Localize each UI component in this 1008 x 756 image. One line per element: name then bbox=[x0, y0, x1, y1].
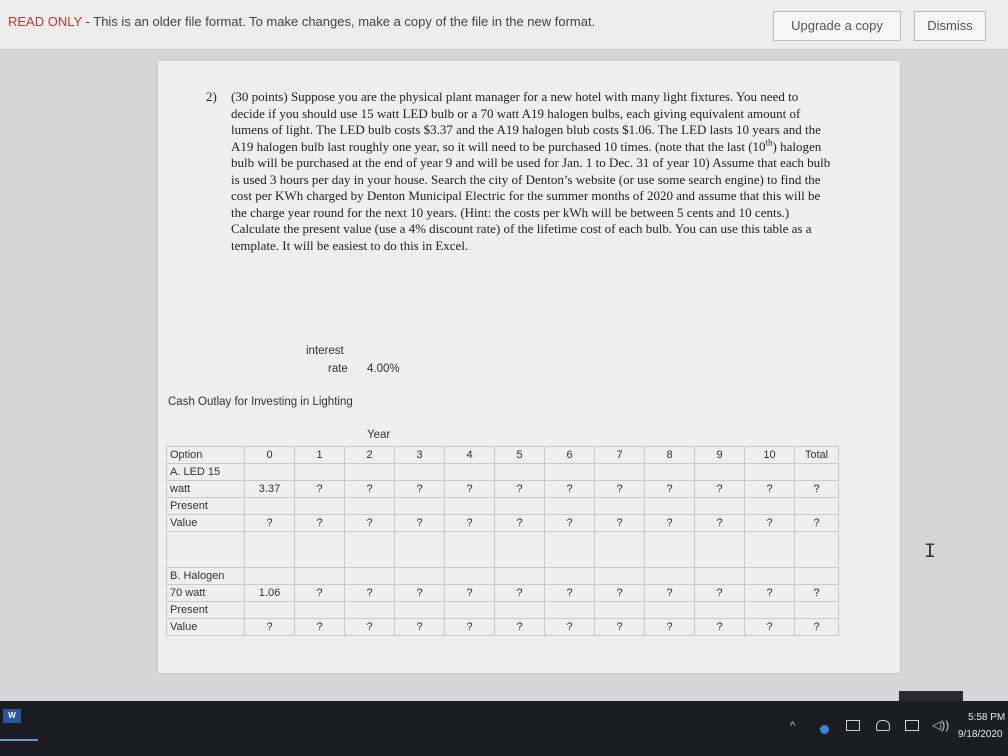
table-cell[interactable]: ? bbox=[445, 515, 495, 532]
table-cell[interactable] bbox=[345, 568, 395, 585]
rate-label: rate bbox=[328, 363, 348, 375]
table-cell[interactable] bbox=[645, 464, 695, 481]
table-cell[interactable] bbox=[745, 602, 795, 619]
taskbar bbox=[0, 701, 1008, 756]
table-row bbox=[167, 498, 839, 515]
table-cell[interactable]: ? bbox=[545, 515, 595, 532]
table-cell[interactable]: ? bbox=[645, 481, 695, 498]
table-header-cell[interactable]: 0 bbox=[245, 447, 295, 464]
battery-icon[interactable] bbox=[876, 720, 890, 731]
table-cell[interactable]: Present bbox=[167, 498, 245, 515]
table-row bbox=[167, 619, 839, 636]
table-cell[interactable] bbox=[445, 498, 495, 515]
table-cell[interactable] bbox=[695, 602, 745, 619]
table-header-cell[interactable]: Option bbox=[167, 447, 245, 464]
table-header-cell[interactable]: 6 bbox=[545, 447, 595, 464]
table-cell[interactable] bbox=[395, 498, 445, 515]
table-cell[interactable]: ? bbox=[345, 619, 395, 636]
table-cell[interactable]: ? bbox=[645, 619, 695, 636]
table-cell[interactable]: ? bbox=[695, 481, 745, 498]
table-cell[interactable]: ? bbox=[395, 585, 445, 602]
rate-value: 4.00% bbox=[367, 363, 400, 375]
table-cell[interactable] bbox=[445, 532, 495, 568]
table-cell[interactable]: ? bbox=[745, 481, 795, 498]
table-cell[interactable] bbox=[345, 464, 395, 481]
table-cell[interactable] bbox=[395, 532, 445, 568]
table-cell[interactable]: ? bbox=[345, 585, 395, 602]
table-cell[interactable] bbox=[745, 568, 795, 585]
table-cell[interactable]: ? bbox=[345, 481, 395, 498]
table-cell[interactable] bbox=[395, 568, 445, 585]
volume-icon[interactable]: ◁)) bbox=[932, 718, 950, 732]
table-cell[interactable]: ? bbox=[445, 619, 495, 636]
question-number: 2) bbox=[206, 89, 217, 104]
table-cell[interactable] bbox=[345, 498, 395, 515]
table-cell[interactable] bbox=[295, 568, 345, 585]
table-cell[interactable]: ? bbox=[645, 515, 695, 532]
table-cell[interactable]: ? bbox=[595, 585, 645, 602]
read-only-banner bbox=[0, 0, 1008, 50]
table-cell[interactable] bbox=[745, 498, 795, 515]
table-cell[interactable]: ? bbox=[745, 619, 795, 636]
table-row bbox=[167, 532, 839, 568]
table-cell[interactable]: ? bbox=[545, 481, 595, 498]
table-row bbox=[167, 602, 839, 619]
network-icon[interactable] bbox=[846, 720, 860, 731]
table-row bbox=[167, 481, 839, 498]
table-cell[interactable]: 70 watt bbox=[167, 585, 245, 602]
table-cell[interactable] bbox=[245, 568, 295, 585]
table-header-cell[interactable]: 8 bbox=[645, 447, 695, 464]
table-cell[interactable]: ? bbox=[395, 619, 445, 636]
read-only-label: READ ONLY bbox=[8, 14, 82, 29]
banner-message bbox=[8, 14, 595, 29]
table-cell[interactable] bbox=[445, 568, 495, 585]
table-cell[interactable] bbox=[495, 568, 545, 585]
table-cell[interactable]: ? bbox=[795, 619, 839, 636]
table-cell[interactable] bbox=[795, 568, 839, 585]
table-cell[interactable] bbox=[395, 464, 445, 481]
table-cell[interactable] bbox=[645, 498, 695, 515]
table-cell[interactable] bbox=[495, 532, 545, 568]
table-cell[interactable] bbox=[595, 464, 645, 481]
upgrade-copy-button[interactable]: Upgrade a copy bbox=[773, 11, 901, 41]
table-cell[interactable]: ? bbox=[495, 619, 545, 636]
table-cell[interactable] bbox=[645, 568, 695, 585]
table-cell[interactable]: ? bbox=[695, 585, 745, 602]
table-header-cell[interactable]: 7 bbox=[595, 447, 645, 464]
table-cell[interactable] bbox=[795, 464, 839, 481]
question-text-part2: ) halogen bulb will be purchased at the end of year 9 and will be used for Jan. 1 to Dec. 31 of year 10) Assume that each bulb is used 3 hours per day in your house. Search the city of Denton’s website (or use some search engine) to find the cost per KWh charged by Denton Municipal Electric for the summer months of 2020 and assume that this will be the charge year round for the next 10 years. (Hint: the costs per kWh will be between 5 cents and 10 cents.) Calculate the present value (use a 4% discount rate) of the lifetime cost of each bulb. You can use this table as a template. It will be easiest to do this in Excel. bbox=[231, 138, 831, 253]
table-cell[interactable] bbox=[495, 498, 545, 515]
table-cell[interactable]: 1.06 bbox=[245, 585, 295, 602]
table-cell[interactable] bbox=[695, 464, 745, 481]
table-cell[interactable]: ? bbox=[495, 585, 545, 602]
table-cell[interactable] bbox=[595, 602, 645, 619]
table-row bbox=[167, 585, 839, 602]
clock-date[interactable]: 9/18/2020 bbox=[958, 729, 1003, 740]
table-header-cell[interactable]: 3 bbox=[395, 447, 445, 464]
table-cell[interactable]: ? bbox=[795, 515, 839, 532]
table-cell[interactable] bbox=[245, 532, 295, 568]
table-cell[interactable] bbox=[345, 602, 395, 619]
table-row bbox=[167, 568, 839, 585]
table-cell[interactable] bbox=[295, 464, 345, 481]
table-title: Cash Outlay for Investing in Lighting bbox=[168, 396, 353, 408]
table-cell[interactable] bbox=[295, 602, 345, 619]
table-cell[interactable] bbox=[795, 532, 839, 568]
question-text-part1: (30 points) Suppose you are the physical plant manager for a new hotel with many light fixtures. You need to decide if you should use 15 watt LED bulb or a 70 watt A19 halogen bulbs, each giving equivalent amount of lumens of light. The LED bulb costs $3.37 and the A19 halogen blub costs $1.06. The LED lasts 10 years and the A19 halogen bulb last roughly one year, so it will need to be purchased 10 times. (note that the last (10 bbox=[231, 89, 821, 154]
table-cell[interactable] bbox=[445, 602, 495, 619]
table-cell[interactable]: ? bbox=[745, 585, 795, 602]
table-cell[interactable] bbox=[645, 532, 695, 568]
table-cell[interactable]: ? bbox=[795, 481, 839, 498]
document-page[interactable] bbox=[158, 61, 900, 673]
table-cell[interactable]: ? bbox=[445, 481, 495, 498]
table-cell[interactable]: ? bbox=[495, 481, 545, 498]
table-cell[interactable] bbox=[645, 602, 695, 619]
table-cell[interactable] bbox=[595, 498, 645, 515]
table-cell[interactable]: Value bbox=[167, 619, 245, 636]
table-cell[interactable]: B. Halogen bbox=[167, 568, 245, 585]
table-header-cell[interactable]: Total bbox=[795, 447, 839, 464]
table-cell[interactable]: ? bbox=[295, 585, 345, 602]
table-header-cell[interactable]: 2 bbox=[345, 447, 395, 464]
table-cell[interactable]: ? bbox=[695, 619, 745, 636]
table-cell[interactable]: ? bbox=[245, 515, 295, 532]
table-cell[interactable]: ? bbox=[595, 515, 645, 532]
table-cell[interactable] bbox=[695, 532, 745, 568]
clock-time[interactable]: 5:58 PM bbox=[968, 712, 1006, 723]
table-cell[interactable] bbox=[495, 464, 545, 481]
word-app-icon[interactable]: W bbox=[3, 709, 21, 723]
table-cell[interactable] bbox=[345, 532, 395, 568]
dismiss-button[interactable]: Dismiss bbox=[914, 11, 986, 41]
table-cell[interactable]: ? bbox=[445, 585, 495, 602]
table-header-cell[interactable]: 4 bbox=[445, 447, 495, 464]
table-cell[interactable]: ? bbox=[545, 585, 595, 602]
table-cell[interactable] bbox=[545, 464, 595, 481]
table-cell[interactable] bbox=[445, 464, 495, 481]
cash-outlay-table bbox=[166, 446, 839, 636]
table-cell[interactable] bbox=[695, 568, 745, 585]
table-cell[interactable]: Present bbox=[167, 602, 245, 619]
table-cell[interactable]: A. LED 15 bbox=[167, 464, 245, 481]
table-cell[interactable]: ? bbox=[395, 515, 445, 532]
interest-label: interest bbox=[306, 345, 344, 357]
table-cell[interactable] bbox=[545, 602, 595, 619]
document-area bbox=[0, 51, 1008, 701]
table-header-cell[interactable]: 10 bbox=[745, 447, 795, 464]
table-cell[interactable] bbox=[245, 464, 295, 481]
table-header-row bbox=[167, 447, 839, 464]
table-cell[interactable] bbox=[745, 464, 795, 481]
table-cell[interactable]: ? bbox=[245, 619, 295, 636]
table-cell[interactable]: ? bbox=[295, 481, 345, 498]
table-cell[interactable]: ? bbox=[295, 619, 345, 636]
table-cell[interactable]: ? bbox=[295, 515, 345, 532]
table-header-cell[interactable]: 1 bbox=[295, 447, 345, 464]
table-header-cell[interactable]: 9 bbox=[695, 447, 745, 464]
table-cell[interactable] bbox=[595, 568, 645, 585]
table-cell[interactable]: ? bbox=[745, 515, 795, 532]
table-cell[interactable]: ? bbox=[645, 585, 695, 602]
active-app-indicator bbox=[0, 739, 38, 741]
status-dot-icon[interactable] bbox=[820, 725, 829, 734]
ibeam-cursor-icon: I bbox=[924, 541, 937, 564]
table-cell[interactable] bbox=[695, 498, 745, 515]
table-cell[interactable] bbox=[245, 602, 295, 619]
table-row bbox=[167, 515, 839, 532]
table-cell[interactable] bbox=[495, 602, 545, 619]
table-cell[interactable] bbox=[395, 602, 445, 619]
table-cell[interactable]: watt bbox=[167, 481, 245, 498]
table-cell[interactable]: ? bbox=[545, 619, 595, 636]
table-cell[interactable]: ? bbox=[595, 481, 645, 498]
table-cell[interactable]: ? bbox=[595, 619, 645, 636]
superscript-th: th bbox=[765, 137, 773, 148]
table-cell[interactable] bbox=[795, 498, 839, 515]
table-cell[interactable] bbox=[245, 498, 295, 515]
table-cell[interactable]: ? bbox=[795, 585, 839, 602]
table-cell[interactable] bbox=[545, 568, 595, 585]
table-cell[interactable] bbox=[545, 532, 595, 568]
show-hidden-icons-chevron-icon[interactable]: ^ bbox=[790, 720, 796, 732]
table-cell[interactable]: 3.37 bbox=[245, 481, 295, 498]
table-cell[interactable]: Value bbox=[167, 515, 245, 532]
table-cell[interactable] bbox=[745, 532, 795, 568]
table-cell[interactable] bbox=[595, 532, 645, 568]
year-label: Year bbox=[367, 429, 391, 441]
notification-icon[interactable] bbox=[905, 720, 919, 731]
table-cell[interactable]: ? bbox=[345, 515, 395, 532]
table-cell[interactable]: ? bbox=[495, 515, 545, 532]
table-cell[interactable]: ? bbox=[695, 515, 745, 532]
table-cell[interactable] bbox=[295, 532, 345, 568]
table-cell[interactable] bbox=[545, 498, 595, 515]
table-cell[interactable] bbox=[295, 498, 345, 515]
table-row bbox=[167, 464, 839, 481]
banner-text: - This is an older file format. To make changes, make a copy of the file in the new format. bbox=[81, 14, 596, 29]
table-cell[interactable]: ? bbox=[395, 481, 445, 498]
table-cell[interactable] bbox=[795, 602, 839, 619]
table-cell[interactable] bbox=[167, 532, 245, 568]
question-text bbox=[231, 89, 831, 254]
table-header-cell[interactable]: 5 bbox=[495, 447, 545, 464]
